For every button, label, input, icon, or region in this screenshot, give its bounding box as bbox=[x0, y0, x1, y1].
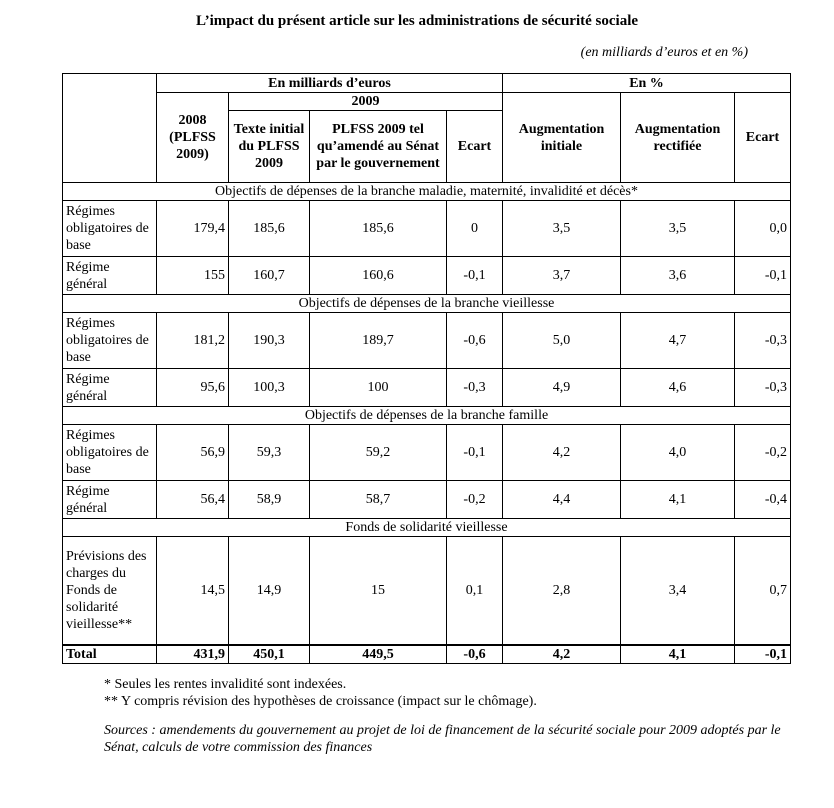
cell-aug-init: 4,2 bbox=[503, 425, 621, 481]
cell-aug-rect: 3,5 bbox=[621, 201, 735, 257]
cell-aug-init: 4,4 bbox=[503, 481, 621, 519]
cell-ecart: 0 bbox=[447, 201, 503, 257]
header-aug-rectifiee: Augmentation rectifiée bbox=[621, 93, 735, 183]
cell-ecart-pct: 0,7 bbox=[735, 537, 791, 645]
footnote: ** Y compris révision des hypothèses de croissance (impact sur le chômage). bbox=[104, 694, 537, 709]
cell-aug-init: 3,7 bbox=[503, 257, 621, 295]
document-title: L’impact du présent article sur les administrations de sécurité sociale bbox=[195, 13, 639, 29]
section-title: Fonds de solidarité vieillesse bbox=[63, 519, 791, 537]
cell-ecart-pct: -0,3 bbox=[735, 313, 791, 369]
total-row bbox=[63, 645, 791, 664]
total-aug-rect: 4,1 bbox=[621, 645, 735, 664]
cell-initial: 58,9 bbox=[229, 481, 310, 519]
cell-aug-rect: 3,6 bbox=[621, 257, 735, 295]
cell-ecart-pct: -0,2 bbox=[735, 425, 791, 481]
cell-aug-rect: 3,4 bbox=[621, 537, 735, 645]
cell-aug-rect: 4,0 bbox=[621, 425, 735, 481]
cell-amende: 100 bbox=[310, 369, 447, 407]
header-texte-initial: Texte initial du PLFSS 2009 bbox=[229, 111, 310, 183]
cell-aug-rect: 4,6 bbox=[621, 369, 735, 407]
section-title: Objectifs de dépenses de la branche famille bbox=[63, 407, 791, 425]
total-ecart: -0,6 bbox=[447, 645, 503, 664]
row-label: Régimes obligatoires de base bbox=[63, 425, 157, 481]
cell-aug-rect: 4,1 bbox=[621, 481, 735, 519]
cell-ecart: -0,1 bbox=[447, 257, 503, 295]
table-row bbox=[63, 425, 791, 481]
table-row bbox=[63, 537, 791, 645]
cell-2008: 155 bbox=[157, 257, 229, 295]
cell-ecart-pct: -0,1 bbox=[735, 257, 791, 295]
total-initial: 450,1 bbox=[229, 645, 310, 664]
impact-table bbox=[62, 73, 791, 664]
table-row bbox=[63, 257, 791, 295]
cell-2008: 56,4 bbox=[157, 481, 229, 519]
table-row bbox=[63, 369, 791, 407]
row-label: Régime général bbox=[63, 257, 157, 295]
header-amende: PLFSS 2009 tel qu’amendé au Sénat par le gouvernement bbox=[310, 111, 447, 183]
cell-2008: 181,2 bbox=[157, 313, 229, 369]
cell-ecart-pct: -0,3 bbox=[735, 369, 791, 407]
section-title: Objectifs de dépenses de la branche maladie, maternité, invalidité et décès* bbox=[63, 183, 791, 201]
header-group-billions: En milliards d’euros bbox=[157, 74, 503, 93]
total-aug-init: 4,2 bbox=[503, 645, 621, 664]
cell-aug-init: 2,8 bbox=[503, 537, 621, 645]
sources-note: Sources : amendements du gouvernement au projet de loi de financement de la sécurité sociale pour 2009 adoptés par le Sénat, calculs de votre commission des finances bbox=[104, 723, 781, 755]
row-label: Régime général bbox=[63, 481, 157, 519]
footnotes bbox=[104, 676, 537, 710]
cell-ecart: 0,1 bbox=[447, 537, 503, 645]
row-label: Régime général bbox=[63, 369, 157, 407]
cell-aug-init: 4,9 bbox=[503, 369, 621, 407]
table-body bbox=[63, 183, 791, 664]
cell-2008: 179,4 bbox=[157, 201, 229, 257]
cell-2008: 14,5 bbox=[157, 537, 229, 645]
total-2008: 431,9 bbox=[157, 645, 229, 664]
header-empty-cell bbox=[63, 74, 157, 183]
row-label: Prévisions des charges du Fonds de solidarité vieillesse** bbox=[63, 537, 157, 645]
cell-ecart-pct: 0,0 bbox=[735, 201, 791, 257]
total-label: Total bbox=[63, 645, 157, 664]
cell-amende: 15 bbox=[310, 537, 447, 645]
total-ecart-pct: -0,1 bbox=[735, 645, 791, 664]
cell-amende: 160,6 bbox=[310, 257, 447, 295]
cell-amende: 59,2 bbox=[310, 425, 447, 481]
footnote: * Seules les rentes invalidité sont indexées. bbox=[104, 677, 347, 692]
header-2008: 2008 (PLFSS 2009) bbox=[157, 93, 229, 183]
cell-ecart: -0,3 bbox=[447, 369, 503, 407]
cell-initial: 59,3 bbox=[229, 425, 310, 481]
section-title: Objectifs de dépenses de la branche vieillesse bbox=[63, 295, 791, 313]
cell-initial: 185,6 bbox=[229, 201, 310, 257]
cell-aug-init: 5,0 bbox=[503, 313, 621, 369]
header-ecart: Ecart bbox=[447, 111, 503, 183]
unit-note: (en milliards d’euros et en %) bbox=[580, 45, 748, 60]
cell-initial: 160,7 bbox=[229, 257, 310, 295]
total-amende: 449,5 bbox=[310, 645, 447, 664]
header-aug-initiale: Augmentation initiale bbox=[503, 93, 621, 183]
cell-amende: 185,6 bbox=[310, 201, 447, 257]
cell-2008: 95,6 bbox=[157, 369, 229, 407]
row-label: Régimes obligatoires de base bbox=[63, 313, 157, 369]
cell-initial: 190,3 bbox=[229, 313, 310, 369]
cell-aug-rect: 4,7 bbox=[621, 313, 735, 369]
table-row bbox=[63, 313, 791, 369]
cell-initial: 100,3 bbox=[229, 369, 310, 407]
cell-amende: 58,7 bbox=[310, 481, 447, 519]
cell-aug-init: 3,5 bbox=[503, 201, 621, 257]
row-label: Régimes obligatoires de base bbox=[63, 201, 157, 257]
cell-ecart-pct: -0,4 bbox=[735, 481, 791, 519]
cell-2008: 56,9 bbox=[157, 425, 229, 481]
table-row bbox=[63, 201, 791, 257]
table-row bbox=[63, 481, 791, 519]
cell-initial: 14,9 bbox=[229, 537, 310, 645]
cell-ecart: -0,1 bbox=[447, 425, 503, 481]
cell-amende: 189,7 bbox=[310, 313, 447, 369]
header-ecart-pct: Ecart bbox=[735, 93, 791, 183]
header-group-2009: 2009 bbox=[229, 93, 503, 111]
cell-ecart: -0,6 bbox=[447, 313, 503, 369]
cell-ecart: -0,2 bbox=[447, 481, 503, 519]
header-group-percent: En % bbox=[503, 74, 791, 93]
